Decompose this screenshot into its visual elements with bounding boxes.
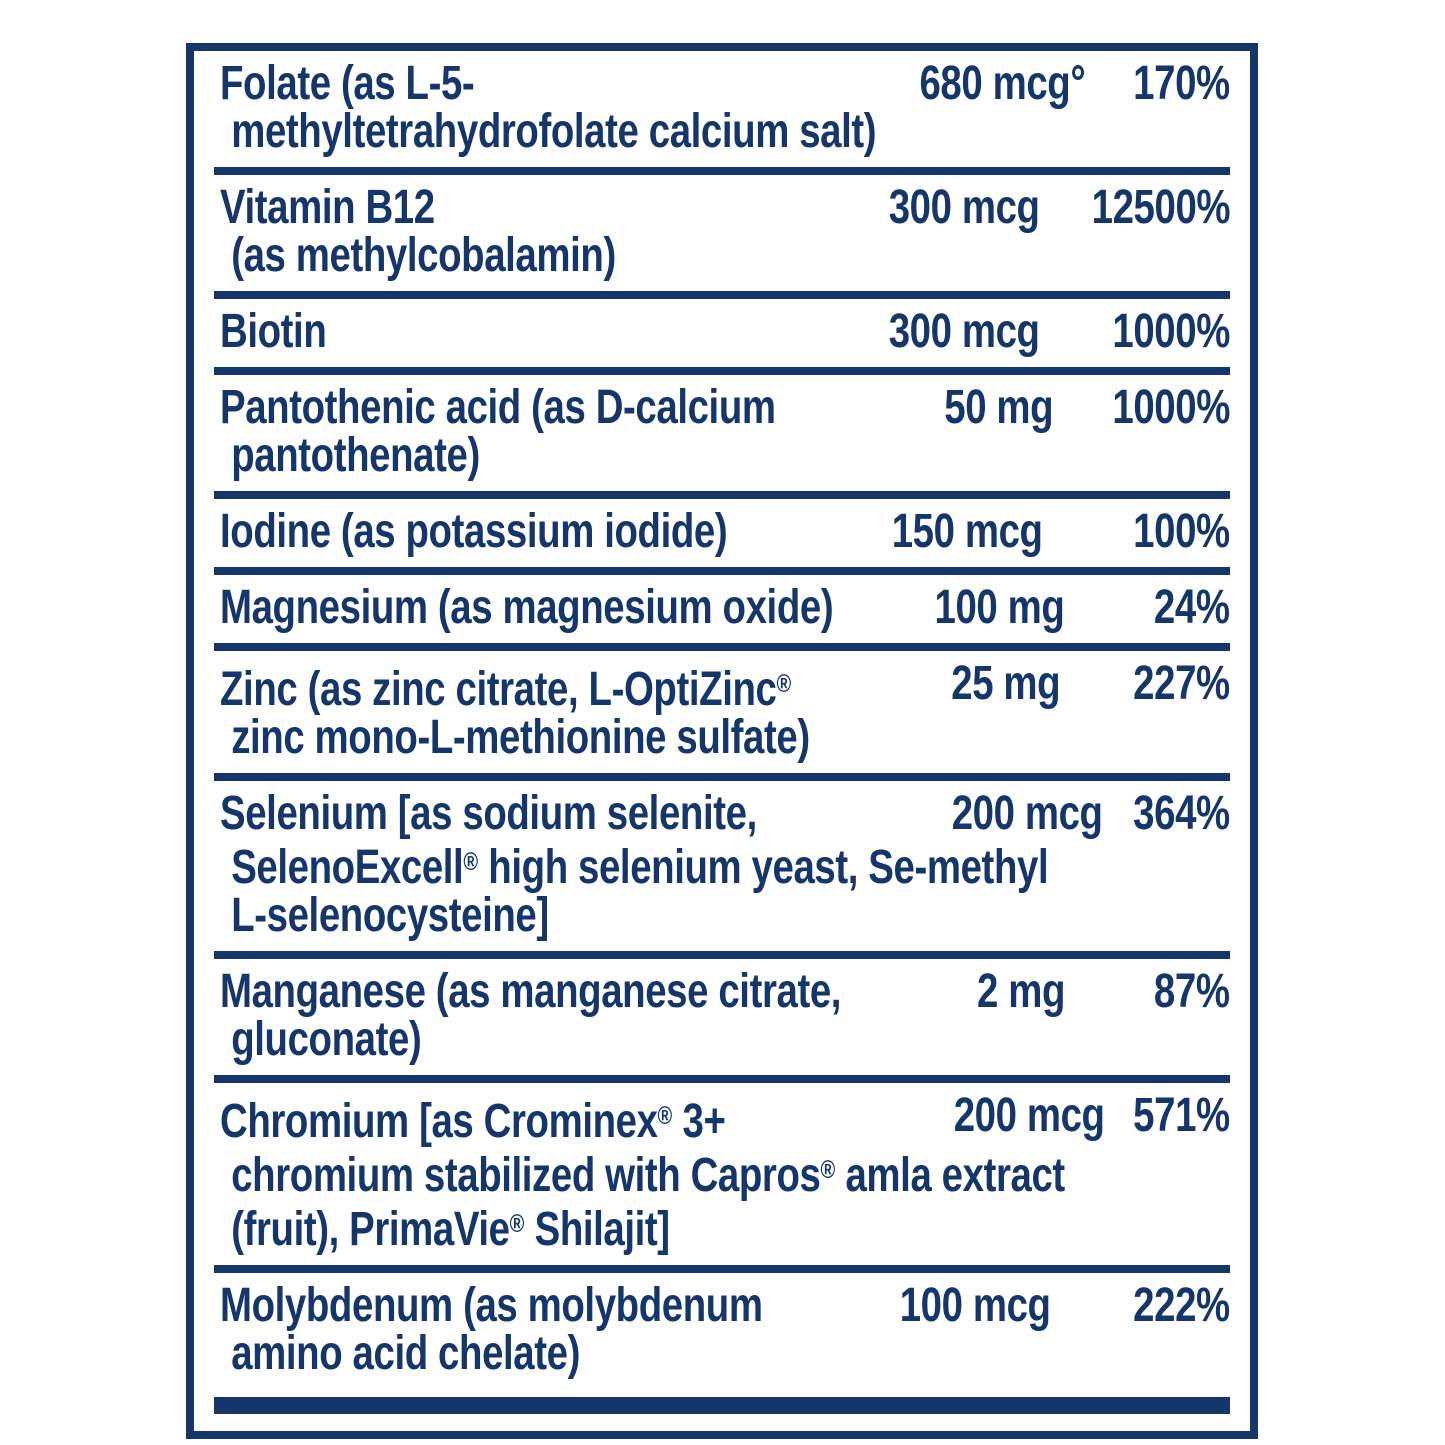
ingredient-line: Biotin xyxy=(220,305,327,358)
row-divider xyxy=(214,643,1230,651)
daily-value-percent: 227% xyxy=(1133,657,1230,710)
ingredient-name xyxy=(220,581,889,634)
ingredient-line: pantothenate) xyxy=(231,429,480,482)
daily-value-percent: 1000% xyxy=(1112,305,1230,358)
ingredient-name xyxy=(220,505,845,558)
daily-value-percent: 364% xyxy=(1133,786,1230,840)
daily-value-percent: 222% xyxy=(1133,1278,1230,1332)
row-divider xyxy=(214,1265,1230,1273)
amount-value: 100 mcg xyxy=(899,1278,1051,1332)
ingredient-line: Magnesium (as magnesium oxide) xyxy=(220,581,834,634)
row-divider xyxy=(214,491,1230,499)
ingredient-name xyxy=(220,660,881,762)
amount-value: 680 mcg° xyxy=(919,57,1085,110)
table-row-folate xyxy=(214,51,1230,167)
ingredient-line: Chromium [as Crominex® 3+ xyxy=(220,1094,726,1148)
amount-value: 150 mcg xyxy=(891,505,1043,558)
ingredient-line: Folate (as L-5- xyxy=(220,57,475,110)
row-divider xyxy=(214,1075,1230,1083)
table-row-biotin xyxy=(214,299,1230,367)
ingredient-line: Pantothenic acid (as D-calcium xyxy=(220,381,776,434)
amount-value: 2 mg xyxy=(977,964,1066,1018)
amount-value: 100 mg xyxy=(934,581,1065,634)
ingredient-line: Iodine (as potassium iodide) xyxy=(220,505,728,558)
row-divider xyxy=(214,367,1230,375)
ingredient-line: SelenoExcell® high selenium yeast, Se-methyl xyxy=(231,840,1049,894)
ingredient-line: Vitamin B12 xyxy=(220,181,435,234)
daily-value-percent: 100% xyxy=(1133,505,1230,558)
table-row-iodine xyxy=(214,499,1230,567)
supplement-facts-table xyxy=(194,51,1250,1414)
daily-value-percent: 12500% xyxy=(1091,181,1230,234)
row-divider xyxy=(214,773,1230,781)
ingredient-line: Zinc (as zinc citrate, L-OptiZinc® xyxy=(220,662,792,716)
ingredient-line: Manganese (as manganese citrate, xyxy=(220,964,842,1018)
daily-value-percent: 87% xyxy=(1154,964,1230,1018)
amount-value: 300 mcg xyxy=(889,181,1040,234)
table-row-pantothenic-acid xyxy=(214,375,1230,491)
supplement-facts-panel xyxy=(186,43,1258,1439)
row-divider xyxy=(214,951,1230,959)
ingredient-name xyxy=(220,964,892,1066)
ingredient-line: Molybdenum (as molybdenum xyxy=(220,1278,763,1332)
ingredient-line: (as methylcobalamin) xyxy=(231,229,616,282)
amount-value: 200 mcg xyxy=(953,1088,1105,1142)
table-row-manganese xyxy=(214,959,1230,1075)
row-divider xyxy=(214,567,1230,575)
row-divider xyxy=(214,167,1230,175)
daily-value-percent: 571% xyxy=(1133,1088,1230,1142)
amount-value: 300 mcg xyxy=(889,305,1040,358)
ingredient-line: zinc mono-L-methionine sulfate) xyxy=(231,710,810,764)
ingredient-name xyxy=(220,1278,861,1380)
ingredient-line: (fruit), PrimaVie® Shilajit] xyxy=(231,1202,670,1256)
panel-footer-bar xyxy=(214,1397,1230,1414)
ingredient-name xyxy=(220,381,867,482)
daily-value-percent: 24% xyxy=(1154,581,1230,634)
ingredient-line: chromium stabilized with Capros® amla extract xyxy=(231,1148,1065,1202)
ingredient-line: methyltetrahydrofolate calcium salt) xyxy=(231,105,877,158)
ingredient-name xyxy=(220,305,840,358)
ingredient-name xyxy=(220,57,878,158)
table-row-chromium xyxy=(214,1083,1230,1265)
amount-value: 25 mg xyxy=(950,657,1060,710)
ingredient-line: gluconate) xyxy=(231,1012,422,1066)
amount-value: 200 mcg xyxy=(951,786,1103,840)
table-row-selenium xyxy=(214,781,1230,951)
daily-value-percent: 170% xyxy=(1133,57,1230,110)
table-row-molybdenum xyxy=(214,1273,1230,1389)
amount-value: 50 mg xyxy=(944,381,1054,434)
ingredient-name xyxy=(220,181,840,282)
ingredient-line: amino acid chelate) xyxy=(231,1326,580,1380)
table-row-vitamin-b12 xyxy=(214,175,1230,291)
ingredient-line: Selenium [as sodium selenite, xyxy=(220,786,757,840)
daily-value-percent: 1000% xyxy=(1112,381,1230,434)
table-row-magnesium xyxy=(214,575,1230,643)
ingredient-line: L-selenocysteine] xyxy=(231,888,549,942)
row-divider xyxy=(214,291,1230,299)
table-row-zinc xyxy=(214,651,1230,773)
